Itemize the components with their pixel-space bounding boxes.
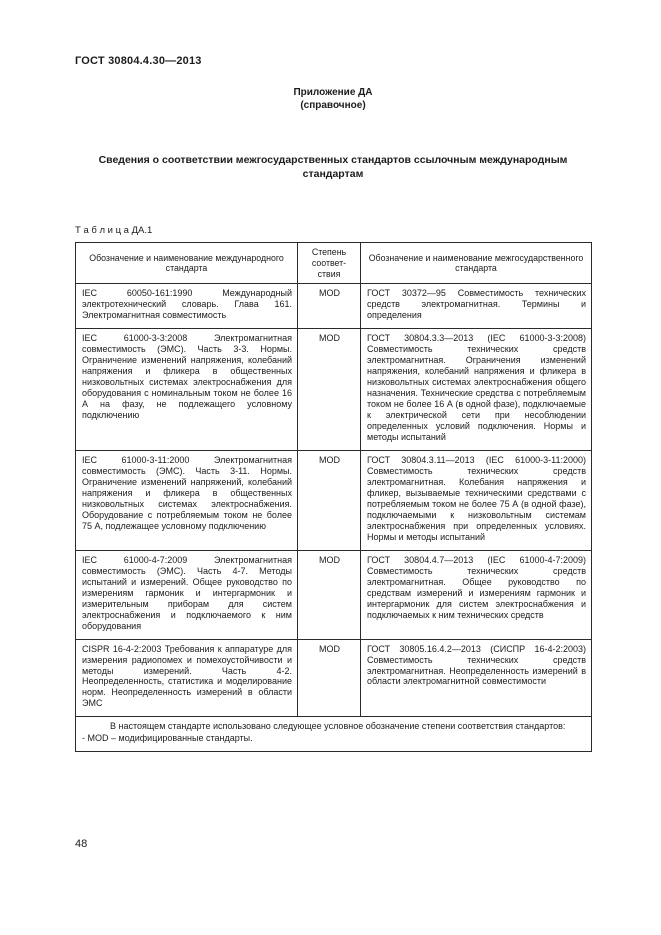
table-row (76, 639, 592, 717)
table-note-row (76, 717, 592, 752)
cell-international-standard: IEC 61000-4-7:2009 Электромагнитная совместимость (ЭМС). Часть 4-7. Методы испытаний и измерений. Общее руководство по измерениям гармоник и интергармоник и измерительным приборам для систем электроснабжения и подключаемого к ним оборудования (76, 550, 298, 639)
cell-interstate-standard: ГОСТ 30805.16.4.2—2013 (СИСПР 16-4-2:2003) Совместимость технических средств электромагнитная. Неопределенность измерений в области электромагнитной совместимости (361, 639, 592, 717)
cell-interstate-standard: ГОСТ 30372—95 Совместимость технических средств электромагнитная. Термины и определения (361, 284, 592, 329)
cell-degree: MOD (298, 639, 361, 717)
cell-international-standard: CISPR 16-4-2:2003 Требования к аппаратуре для измерения радиопомех и помехоустойчивости и методы измерений. Часть 4-2. Неопределенность, статистика и моделирование норм. Неопределенность измерений в области ЭМС (76, 639, 298, 717)
table-row (76, 451, 592, 551)
cell-interstate-standard: ГОСТ 30804.3.3—2013 (IEC 61000-3-3:2008) Совместимость технических средств электромагнитная. Ограничения изменений напряжения, колебаний напряжения и фликера в низковольтных системах электроснабжения общего назначения. Технические средства с потребляемым током не более 16 А (в одной фазе), подключаемые к электрической сети при несоблюдении определенных условий подключения. Нормы и методы испытаний (361, 329, 592, 451)
section-title: Сведения о соответствии межгосударственных стандартов ссылочным международным стандартам (98, 154, 568, 180)
cell-degree: MOD (298, 284, 361, 329)
cell-international-standard: IEC 60050-161:1990 Международный электротехнический словарь. Глава 161. Электромагнитная совместимость (76, 284, 298, 329)
standards-correspondence-table (75, 242, 592, 752)
table-row (76, 550, 592, 639)
cell-interstate-standard: ГОСТ 30804.4.7—2013 (IEC 61000-4-7:2009) Совместимость технических средств электромагнитная. Общее руководство по средствам измерений и измерениям гармоник и интергармоник для систем электроснабжения и подключаемых к ним технических средств (361, 550, 592, 639)
appendix-heading (75, 87, 591, 112)
header-degree: Степень соответ- ствия (298, 243, 361, 284)
note-text: В настоящем стандарте использовано следующее условное обозначение степени соответствия стандартов: (110, 721, 566, 732)
table-row (76, 284, 592, 329)
cell-international-standard: IEC 61000-3-3:2008 Электромагнитная совместимость (ЭМС). Часть 3-3. Нормы. Ограничение изменений напряжения, колебаний напряжения и фликера в общественных низковольтных системах электроснабжения для оборудования с номинальным током не более 16 А на фазу, не подлежащего условному подключению (76, 329, 298, 451)
header-international-standard: Обозначение и наименование международного стандарта (76, 243, 298, 284)
table-note-cell (76, 717, 592, 752)
appendix-subtitle: (справочное) (300, 99, 366, 111)
appendix-title: Приложение ДА (293, 87, 373, 98)
table-caption: Т а б л и ц а ДА.1 (75, 225, 153, 237)
cell-degree: MOD (298, 550, 361, 639)
cell-interstate-standard: ГОСТ 30804.3.11—2013 (IEC 61000-3-11:2000) Совместимость технических средств электромагнитная. Колебания напряжения и фликер, вызываемые техническими средствами с потребляемым током не более 75 А (в одной фазе), подключаемыми к низковольтным системам электроснабжения при определенных условиях. Нормы и методы испытаний (361, 451, 592, 551)
cell-degree: MOD (298, 329, 361, 451)
cell-international-standard: IEC 61000-3-11:2000 Электромагнитная совместимость (ЭМС). Часть 3-11. Нормы. Ограничение изменений напряжений, колебаний напряжения и фликера в общественных низковольтных системах электроснабжения. Оборудование с потребляемым током не более 75 А, подлежащее условному подключению (76, 451, 298, 551)
table-header-row (76, 243, 592, 284)
header-interstate-standard: Обозначение и наименование межгосударственного стандарта (361, 243, 592, 284)
document-header: ГОСТ 30804.4.30—2013 (75, 55, 202, 67)
page-number: 48 (75, 838, 88, 850)
note-mod-definition: - MOD – модифицированные стандарты. (82, 732, 253, 743)
table-row (76, 329, 592, 451)
cell-degree: MOD (298, 451, 361, 551)
